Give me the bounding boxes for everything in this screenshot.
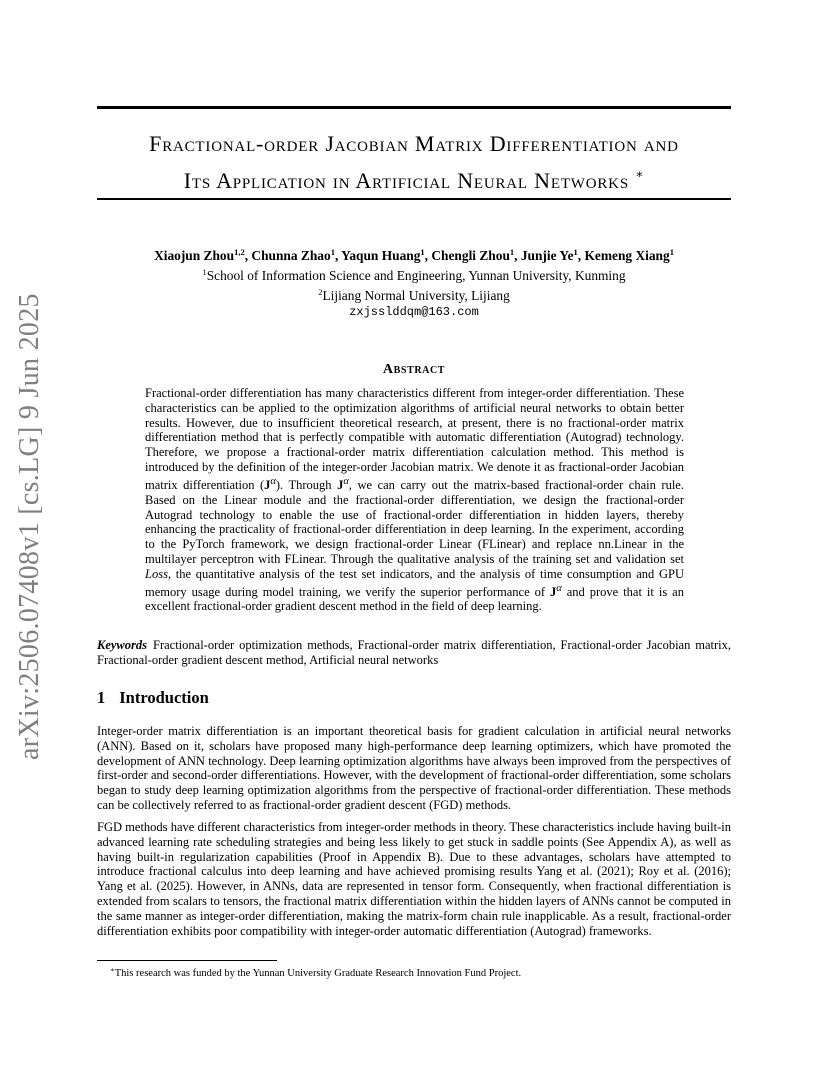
author: Xiaojun Zhou$^{1,2}$,: [154, 247, 252, 263]
arxiv-stamp: arXiv:2506.07408v1 [cs.LG] 9 Jun 2025: [14, 293, 45, 760]
footnote: [110, 964, 521, 980]
title-top-rule: [97, 106, 731, 109]
author-email[interactable]: zxjsslddqm@163.com: [349, 305, 479, 319]
author: Chunna Zhao$^1$,: [251, 247, 342, 263]
paragraph: FGD methods have different characteristics from integer-order methods in theory. These characteristics include having built-in advanced learning rate scheduling strategies and being less likely to get stuck in saddle points (See Appendix A), as well as having built-in regularization capabilities (Proof in Appendix B). Due to these advantages, scholars have attempted to introduce fractional calculus into deep learning and have achieved promising results Yang et al. (2021); Roy et al. (2016); Yang et al. (2025). However, in ANNs, data are represented in tensor form. Consequently, when fractional differentiation is extended from scalars to tensors, the fractional matrix differentiation within the hidden layers of ANNs cannot be computed in the same manner as integer-order differentiation, making the matrix-form chain rule inapplicable. As a result, fractional-order differentiation exhibits poor compatibility with integer-order automatic differentiation (Autograd) frameworks.: [97, 820, 731, 938]
abstract-heading: Abstract: [382, 362, 446, 377]
title-footnote-mark: ∗: [635, 167, 645, 181]
author: Chengli Zhou$^1$,: [431, 247, 521, 263]
footnote-mark: ∗: [110, 966, 115, 974]
section-title: Introduction: [119, 688, 209, 707]
author: Kemeng Xiang$^1$: [584, 247, 674, 263]
author-block: [60, 244, 768, 321]
section-heading: [97, 688, 209, 708]
title-line-2: [60, 159, 768, 196]
paper-title: [60, 128, 768, 196]
author-names: [60, 244, 768, 264]
title-line-1: Fractional-order Jacobian Matrix Differentiation and: [149, 131, 679, 156]
section-number: 1: [97, 688, 106, 707]
affiliation-2: $^2$Lijiang Normal University, Lijiang: [318, 287, 510, 303]
title-bottom-rule: [97, 198, 731, 200]
affiliation-1: $^1$School of Information Science and Engineering, Yunnan University, Kunming: [202, 267, 626, 283]
abstract-body: Fractional-order differentiation has many characteristics different from integer-order differentiation. These characteristics can be applied to the optimization algorithms of artificial neural networks to obtain better results. However, due to insufficient theoretical research, at present, there is no fractional-order matrix differentiation method that is perfectly compatible with automatic differentiation (Autograd) technology. Therefore, we propose a fractional-order matrix differentiation calculation method. This method is introduced by the definition of the integer-order Jacobian matrix. We denote it as fractional-order Jacobian matrix differentiation $(J^\alpha)$. Through $J^\alpha$, we can carry out the matrix-based fractional-order chain rule. Based on the Linear module and the fractional-order differentiation, we design the fractional-order Autograd technology to enable the use of fractional-order differentiation in hidden layers, thereby enhancing the practicality of fractional-order differentiation in deep learning. In the experiment, according to the PyTorch framework, we design fractional-order Linear (FLinear) and replace nn.Linear in the multilayer perceptron with FLinear. Through the qualitative analysis of the training set and validation set Loss, the quantitative analysis of the test set indicators, and the analysis of time consumption and GPU memory usage during model training, we verify the superior performance of $J^\alpha$ and prove that it is an excellent fractional-order gradient descent method in the field of deep learning.: [145, 386, 684, 614]
footnote-rule: [97, 960, 277, 961]
keywords-label: Keywords: [97, 638, 147, 652]
author: Yaqun Huang$^1$,: [341, 247, 432, 263]
title-line-2-text: Its Application in Artificial Neural Networks: [183, 168, 629, 193]
footnote-text: This research was funded by the Yunnan University Graduate Research Innovation Fund Project.: [114, 968, 522, 979]
keywords-text: Fractional-order optimization methods, Fractional-order matrix differentiation, Fractional-order Jacobian matrix, Fractional-order gradient descent method, Artificial neural networks: [97, 638, 731, 667]
keywords: [97, 638, 731, 668]
author: Junjie Ye$^1$,: [520, 247, 585, 263]
paragraph: Integer-order matrix differentiation is an important theoretical basis for gradient calculation in artificial neural networks (ANN). Based on it, scholars have proposed many high-performance deep learning optimizers, which have promoted the development of ANN technology. Deep learning optimization algorithms have always been improved from the perspectives of first-order and second-order differentiations. However, with the development of fractional-order differentiation, some scholars began to study deep learning optimization algorithms from the perspective of fractional-order differentiation. These methods can be collectively referred to as fractional-order gradient descent (FGD) methods.: [97, 724, 731, 812]
